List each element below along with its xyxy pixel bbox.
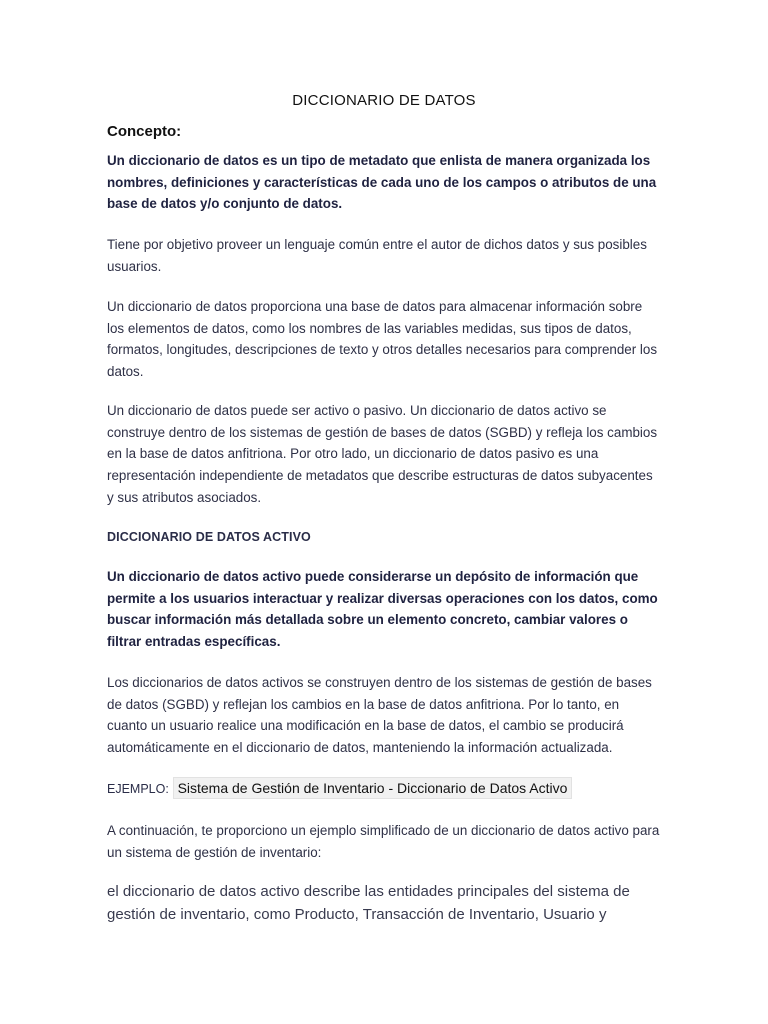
paragraph-purpose: Un diccionario de datos proporciona una base de datos para almacenar información sobre los elementos de datos, como los nombres de las variables medidas, sus tipos de datos, formatos, longitudes, descripciones de texto y otros detalles necesarios para comprender los datos. bbox=[107, 299, 658, 380]
page-title: DICCIONARIO DE DATOS bbox=[292, 92, 476, 109]
paragraph-example-description: el diccionario de datos activo describe las entidades principales del sistema de gestión de inventario, como Producto, Transacción de Inventario, Usuario y bbox=[107, 883, 630, 923]
paragraph-active-sgbd: Los diccionarios de datos activos se construyen dentro de los sistemas de gestión de bases de datos (SGBD) y reflejan los cambios en la base de datos anfitriona. Por lo tanto, en cuanto un usuario realice una modificación en la base de datos, el cambio se producirá automáticamente en el diccionario de datos, manteniendo la información actualizada. bbox=[107, 675, 652, 756]
section-heading-activo: DICCIONARIO DE DATOS ACTIVO bbox=[107, 530, 311, 544]
paragraph-active-passive: Un diccionario de datos puede ser activo o pasivo. Un diccionario de datos activo se construye dentro de los sistemas de gestión de bases de datos (SGBD) y refleja los cambios en la base de datos anfitriona. Por otro lado, un diccionario de datos pasivo es una representación independiente de metadatos que describe estructuras de datos subyacentes y sus atributos asociados. bbox=[107, 403, 658, 505]
example-line bbox=[107, 777, 707, 801]
paragraph-active-definition: Un diccionario de datos activo puede considerarse un depósito de información que permite a los usuarios interactuar y realizar diversas operaciones con los datos, como buscar información más detallada sobre un elemento concreto, cambiar valores o filtrar entradas específicas. bbox=[107, 569, 658, 650]
paragraph-objective: Tiene por objetivo proveer un lenguaje común entre el autor de dichos datos y sus posibles usuarios. bbox=[107, 237, 647, 274]
example-label: EJEMPLO: bbox=[107, 782, 169, 796]
paragraph-example-intro: A continuación, te proporciono un ejemplo simplificado de un diccionario de datos activo para un sistema de gestión de inventario: bbox=[107, 823, 660, 860]
paragraph-definition: Un diccionario de datos es un tipo de metadato que enlista de manera organizada los nombres, definiciones y características de cada uno de los campos o atributos de una base de datos y/o conjunto de datos. bbox=[107, 153, 657, 212]
example-title-box: Sistema de Gestión de Inventario - Diccionario de Datos Activo bbox=[173, 777, 573, 799]
concepto-heading: Concepto: bbox=[107, 123, 182, 140]
